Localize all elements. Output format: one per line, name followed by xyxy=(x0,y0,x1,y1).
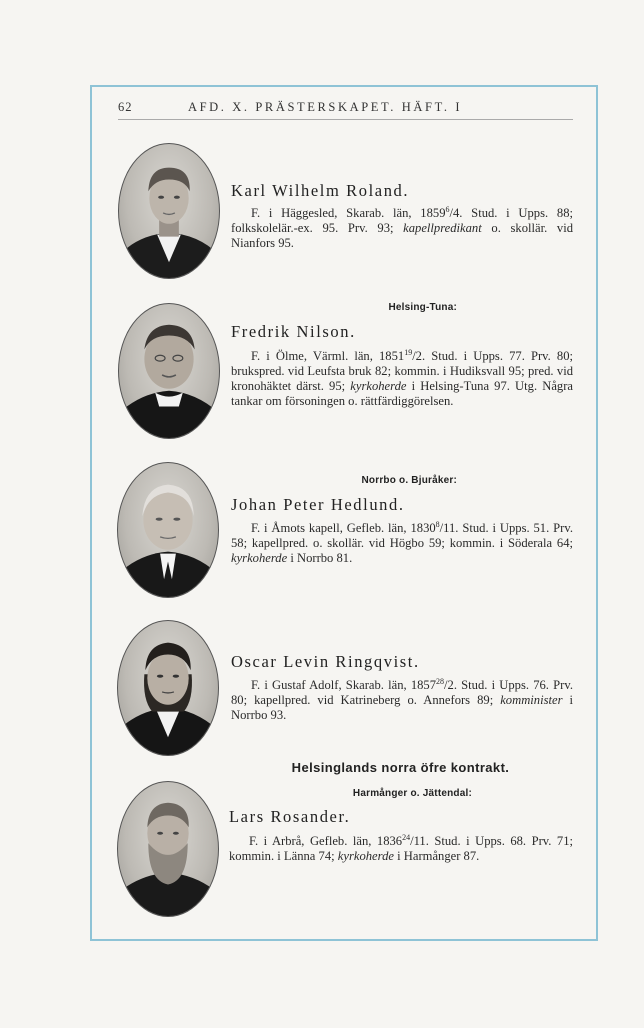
running-title: AFD. X. PRÄSTERSKAPET. HÄFT. I xyxy=(188,100,463,114)
bio-segment: F. i Gustaf Adolf, Skarab. län, 1857 xyxy=(251,678,437,693)
entry-name-hedlund: Johan Peter Hedlund. xyxy=(231,495,405,514)
portrait-rosander xyxy=(117,781,219,917)
bio-segment: /2. Stud. i Upps. 77. Prv. 80; brukspred. vid Leufsta bruk 82; kommin. i Hudiksvall 95; pred. vid kronohäktet därst. 95; xyxy=(231,349,573,394)
portrait-rosander-image xyxy=(118,782,218,916)
bio-segment: 28 xyxy=(436,677,445,686)
bio-segment: kyrkoherde xyxy=(350,379,407,394)
bio-segment: i Norrbo 81. xyxy=(287,551,353,566)
bio-segment: F. i Arbrå, Gefleb. län, 1836 xyxy=(249,834,403,849)
bio-segment: F. i Åmots kapell, Gefleb. län, 1830 xyxy=(251,521,436,536)
entry-name-nilson: Fredrik Nilson. xyxy=(231,322,356,341)
entry-bio-roland xyxy=(231,202,573,251)
page-number: 62 xyxy=(118,100,133,114)
bio-segment: i Helsing-Tuna 97. Utg. Några tankar om försoningen o. rättfärdiggörelsen. xyxy=(231,379,573,409)
bio-segment: o. skollär. vid Nianfors 95. xyxy=(231,221,573,251)
bio-segment: 8 xyxy=(435,520,440,529)
entry-name-ringqvist: Oscar Levin Ringqvist. xyxy=(231,652,420,671)
portrait-ringqvist xyxy=(117,620,219,756)
bio-segment: 24 xyxy=(402,833,411,842)
portrait-hedlund-image xyxy=(118,463,218,597)
bio-segment: F. i Häggesled, Skarab. län, 1859 xyxy=(251,206,446,221)
section-heading: Helsinglands norra öfre kontrakt. xyxy=(291,760,510,775)
entry-bio-hedlund xyxy=(231,517,573,566)
bio-segment: komminister xyxy=(500,693,563,708)
entry-bio-rosander xyxy=(229,830,573,864)
bio-segment: /2. Stud. i Upps. 76. Prv. 80; kapellpred. vid Katrineberg o. Annefors 89; xyxy=(231,678,573,708)
entry-bio-ringqvist xyxy=(231,674,573,723)
parish-heading-norrbo-bjuraker: Norrbo o. Bjuråker: xyxy=(361,475,457,486)
parish-heading-harmanger-jattendal: Harmånger o. Jättendal: xyxy=(352,788,472,799)
entry-bio-nilson xyxy=(231,345,573,409)
header-rule xyxy=(118,119,573,120)
bio-segment: /11. Stud. i Upps. 51. Prv. 58; kapellpred. o. skollär. vid Högbo 59; kommin. i Söderala 64; xyxy=(231,521,573,551)
portrait-ringqvist-image xyxy=(118,621,218,755)
portrait-hedlund xyxy=(117,462,219,598)
portrait-nilson-image xyxy=(119,304,219,438)
portrait-roland xyxy=(118,143,220,279)
running-header xyxy=(118,100,573,120)
portrait-roland-image xyxy=(119,144,219,278)
bio-segment: kyrkoherde xyxy=(231,551,288,566)
bio-segment: i Norrbo 93. xyxy=(231,693,573,723)
bio-segment: /11. Stud. i Upps. 68. Prv. 71; kommin. i Länna 74; xyxy=(229,834,573,864)
bio-segment: F. i Ölme, Värml. län, 1851 xyxy=(251,349,405,364)
portrait-nilson xyxy=(118,303,220,439)
bio-segment: 19 xyxy=(404,348,413,357)
entry-name-roland: Karl Wilhelm Roland. xyxy=(231,181,410,200)
bio-segment: /4. Stud. i Upps. 88; folkskolelär.-ex. 95. Prv. 93; xyxy=(231,206,573,236)
bio-segment: i Harmånger 87. xyxy=(393,849,480,864)
bio-segment: 6 xyxy=(445,205,450,214)
bio-segment: kyrkoherde xyxy=(337,849,394,864)
parish-heading-helsing-tuna: Helsing-Tuna: xyxy=(388,302,457,313)
entry-name-rosander: Lars Rosander. xyxy=(229,807,351,826)
bio-segment: kapellpredikant xyxy=(403,221,482,236)
